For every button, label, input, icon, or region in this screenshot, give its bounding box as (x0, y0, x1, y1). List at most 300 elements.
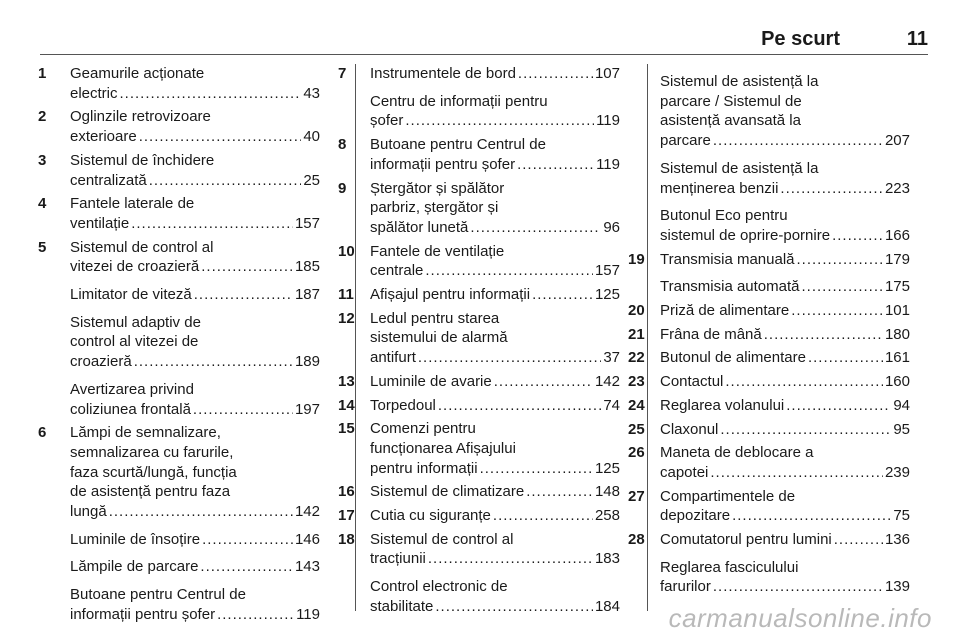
entry-text: Torpedoul (370, 396, 436, 414)
section-title: Pe scurt (761, 28, 840, 50)
entry-text: Ștergător și spălător (370, 179, 505, 197)
dot-leader (725, 372, 883, 392)
index-entry (338, 242, 620, 281)
entry-line (628, 530, 910, 550)
entry-page-link[interactable]: 157 (594, 262, 620, 280)
entry-line (338, 135, 620, 155)
dot-leader (418, 348, 601, 368)
entry-line (370, 459, 620, 479)
entry-number: 12 (338, 309, 355, 327)
dot-leader (526, 482, 593, 502)
entry-page-link[interactable]: 258 (594, 507, 620, 525)
index-entry (628, 487, 910, 526)
entry-text: Fantele de ventilație (370, 242, 505, 260)
entry-line (70, 380, 320, 400)
dot-leader (710, 463, 883, 483)
entry-page-link[interactable]: 75 (893, 507, 910, 525)
entry-text: Sistemul de control al (370, 530, 514, 548)
entry-line (628, 420, 910, 440)
entry-line (370, 549, 620, 569)
entry-line (370, 92, 620, 112)
entry-text: Lămpi de semnalizare, (70, 424, 221, 442)
entry-line (660, 577, 910, 597)
dot-leader (517, 155, 594, 175)
entry-line (70, 313, 320, 333)
entry-line (660, 92, 910, 112)
entry-text: Lămpile de parcare (70, 558, 199, 576)
entry-line (70, 502, 320, 522)
entry-text: Butoane pentru Centrul de (70, 586, 246, 604)
entry-line (70, 557, 320, 577)
entry-line (70, 257, 320, 277)
entry-page-link[interactable]: 239 (884, 463, 910, 481)
entry-line (38, 107, 320, 127)
entry-text: Claxonul (660, 420, 719, 438)
index-entry (338, 64, 620, 84)
entry-number: 3 (38, 151, 47, 169)
entry-text: Comutatorul pentru lumini (660, 531, 832, 549)
entry-page-link[interactable]: 183 (594, 550, 620, 568)
entry-line (338, 179, 620, 199)
dot-leader (720, 420, 891, 440)
dot-leader (428, 549, 593, 569)
entry-text: Limitator de viteză (70, 286, 192, 304)
entry-page-link[interactable]: 142 (294, 503, 320, 521)
entry-text: ventilație (70, 214, 130, 232)
entry-page-link[interactable]: 125 (594, 459, 620, 477)
dot-leader (764, 325, 883, 345)
entry-page-link[interactable]: 207 (884, 132, 910, 150)
entry-line (70, 352, 320, 372)
entry-number: 16 (338, 483, 355, 501)
entry-number: 5 (38, 238, 47, 256)
entry-line (628, 487, 910, 507)
index-entry (660, 72, 910, 151)
entry-line (628, 443, 910, 463)
entry-line (660, 558, 910, 578)
dot-leader (139, 127, 302, 147)
entry-text: Luminile de însoțire (70, 530, 201, 548)
dot-leader (200, 557, 293, 577)
dot-leader (834, 530, 883, 550)
entry-page-link[interactable]: 125 (594, 286, 620, 304)
index-entry (70, 557, 320, 577)
entry-line (370, 261, 620, 281)
entry-text: sistemul de oprire-pornire (660, 226, 831, 244)
entry-page-link[interactable]: 107 (594, 65, 620, 82)
entry-line (70, 585, 320, 605)
entry-line (660, 159, 910, 179)
entry-line (70, 605, 320, 625)
entry-page-link[interactable]: 189 (294, 353, 320, 371)
entry-text: Comenzi pentru (370, 420, 476, 438)
entry-number: 21 (628, 325, 645, 343)
entry-line (628, 325, 910, 345)
entry-number: 7 (338, 65, 347, 82)
entry-page-link[interactable]: 95 (893, 420, 910, 438)
entry-line (38, 64, 320, 84)
entry-line (70, 214, 320, 234)
entry-number: 26 (628, 444, 645, 462)
index-entry (338, 530, 620, 569)
entry-text: Sistemul de climatizare (370, 483, 525, 501)
entry-page-link[interactable]: 37 (603, 349, 620, 367)
index-entry (70, 380, 320, 419)
index-column-2 (338, 64, 620, 621)
entry-number: 10 (338, 242, 355, 260)
entry-line (660, 179, 910, 199)
entry-line (660, 226, 910, 246)
entry-text: sistemului de alarmă (370, 329, 508, 347)
entry-line (628, 396, 910, 416)
entry-text: Sistemul de închidere (70, 151, 215, 169)
entry-text: Butoane pentru Centrul de (370, 136, 546, 154)
entry-page-link[interactable]: 43 (303, 84, 320, 102)
index-entry (370, 577, 620, 616)
entry-text: farurilor (660, 578, 711, 596)
entry-page-link[interactable]: 74 (603, 396, 620, 414)
dot-leader (201, 257, 293, 277)
entry-page-link[interactable]: 40 (303, 128, 320, 146)
index-entry (38, 107, 320, 146)
entry-line (370, 439, 620, 459)
entry-text: Butonul de alimentare (660, 349, 806, 367)
entry-line (660, 72, 910, 92)
entry-text: Centru de informații pentru (370, 92, 548, 110)
entry-line (38, 151, 320, 171)
entry-line (628, 348, 910, 368)
index-entry (338, 179, 620, 238)
index-entry (628, 325, 910, 345)
dot-leader (470, 218, 601, 238)
entry-page-link[interactable]: 160 (884, 373, 910, 391)
entry-text: Ledul pentru starea (370, 309, 500, 327)
entry-line (70, 530, 320, 550)
entry-number: 17 (338, 507, 355, 525)
page-header (40, 28, 928, 52)
dot-leader (405, 111, 594, 131)
entry-text: Sistemul de control al (70, 238, 214, 256)
index-entry (70, 530, 320, 550)
entry-text: Reglarea volanului (660, 396, 785, 414)
entry-text: Fantele laterale de (70, 195, 195, 213)
watermark: carmanualsonline.info (668, 603, 932, 633)
dot-leader (713, 131, 883, 151)
dot-leader (202, 530, 293, 550)
entry-line (70, 171, 320, 191)
entry-line (38, 194, 320, 214)
index-entry (628, 250, 910, 270)
entry-number: 6 (38, 424, 47, 442)
entry-number: 23 (628, 373, 645, 391)
entry-text: Transmisia manuală (660, 250, 795, 268)
entry-text: Cutia cu siguranțe (370, 507, 491, 525)
index-entry (628, 372, 910, 392)
entry-text: Luminile de avarie (370, 372, 492, 390)
entry-text: Instrumentele de bord (370, 65, 516, 82)
entry-text: Oglinzile retrovizoare (70, 108, 211, 126)
entry-line (70, 400, 320, 420)
entry-text: electric (70, 84, 118, 102)
dot-leader (425, 261, 593, 281)
entry-number: 25 (628, 420, 645, 438)
entry-page-link[interactable]: 197 (294, 400, 320, 418)
index-entry (38, 194, 320, 233)
dot-leader (780, 179, 883, 199)
entry-text: tracțiunii (370, 550, 426, 568)
entry-page-link[interactable]: 185 (294, 258, 320, 276)
entry-text: Afișajul pentru informații (370, 286, 531, 304)
entry-line (338, 530, 620, 550)
entry-line (338, 506, 620, 526)
entry-text: Frâna de mână (660, 325, 762, 343)
entry-page-link[interactable]: 148 (594, 483, 620, 501)
index-entry (38, 64, 320, 103)
dot-leader (120, 84, 302, 104)
entry-page-link[interactable]: 119 (596, 112, 620, 130)
entry-text: menținerea benzii (660, 179, 779, 197)
dot-leader (193, 400, 293, 420)
entry-line (660, 506, 910, 526)
entry-text: Butonul Eco pentru (660, 207, 788, 225)
entry-page-link[interactable]: 143 (294, 558, 320, 576)
entry-line (338, 372, 620, 392)
entry-page-link[interactable]: 25 (303, 171, 320, 189)
index-entry (628, 420, 910, 440)
dot-leader (480, 459, 593, 479)
entry-line (338, 482, 620, 502)
dot-leader (713, 577, 883, 597)
entry-line (370, 597, 620, 617)
entry-line (660, 277, 910, 297)
entry-page-link[interactable]: 184 (594, 597, 620, 615)
entry-number: 11 (338, 286, 354, 304)
index-entry (70, 313, 320, 372)
dot-leader (518, 64, 593, 84)
entry-page-link[interactable]: 139 (884, 578, 910, 596)
entry-line (370, 348, 620, 368)
entry-text: croazieră (70, 353, 132, 371)
entry-number: 1 (38, 65, 47, 82)
entry-line (38, 423, 320, 443)
dot-leader (832, 226, 883, 246)
entry-line (70, 332, 320, 352)
entry-text: Reglarea fasciculului (660, 558, 799, 576)
entry-text: informații pentru șofer (70, 605, 216, 623)
entry-line (370, 111, 620, 131)
entry-text: Maneta de deblocare a (660, 444, 814, 462)
entry-text: parcare (660, 132, 711, 150)
entry-line (628, 250, 910, 270)
dot-leader (438, 396, 601, 416)
entry-number: 14 (338, 396, 355, 414)
entry-page-link[interactable]: 161 (884, 349, 910, 367)
entry-line (628, 372, 910, 392)
entry-number: 28 (628, 531, 645, 549)
entry-line (338, 396, 620, 416)
entry-number: 15 (338, 420, 355, 438)
entry-line (370, 328, 620, 348)
entry-line (70, 285, 320, 305)
entry-line (38, 238, 320, 258)
entry-number: 20 (628, 302, 645, 320)
entry-page-link[interactable]: 180 (884, 325, 910, 343)
entry-line (70, 443, 320, 463)
entry-text: faza scurtă/lungă, funcția (70, 463, 237, 481)
dot-leader (109, 502, 293, 522)
entry-line (338, 64, 620, 84)
entry-text: Sistemul adaptiv de (70, 313, 201, 331)
entry-page-link[interactable]: 136 (884, 531, 910, 549)
entry-text: Control electronic de (370, 578, 508, 596)
entry-line (338, 309, 620, 329)
entry-line (70, 463, 320, 483)
entry-text: șofer (370, 112, 404, 130)
index-column-3 (628, 64, 910, 601)
entry-text: parbriz, ștergător și (370, 199, 499, 217)
entry-line (338, 285, 620, 305)
entry-number: 13 (338, 372, 355, 390)
dot-leader (217, 605, 294, 625)
entry-number: 9 (338, 179, 347, 197)
entry-page-link[interactable]: 175 (884, 278, 910, 296)
index-entry (338, 396, 620, 416)
entry-text: control al vitezei de (70, 333, 199, 351)
entry-number: 4 (38, 195, 47, 213)
index-entry (338, 135, 620, 174)
entry-page-link[interactable]: 119 (596, 155, 620, 173)
index-entry (38, 238, 320, 277)
index-entry (628, 348, 910, 368)
entry-text: stabilitate (370, 597, 434, 615)
index-entry (338, 419, 620, 478)
entry-text: Contactul (660, 373, 724, 391)
index-entry (338, 506, 620, 526)
entry-text: parcare / Sistemul de (660, 92, 802, 110)
dot-leader (435, 597, 593, 617)
index-entry (660, 277, 910, 297)
entry-line (370, 198, 620, 218)
dot-leader (791, 301, 883, 321)
index-entry (38, 151, 320, 190)
entry-line (370, 577, 620, 597)
entry-text: Priză de alimentare (660, 302, 790, 320)
dot-leader (797, 250, 883, 270)
index-entry (338, 482, 620, 502)
page-number: 11 (906, 28, 928, 50)
entry-text: Transmisia automată (660, 278, 800, 296)
entry-page-link[interactable]: 142 (594, 372, 620, 390)
entry-text: pentru informații (370, 459, 478, 477)
entry-line (338, 419, 620, 439)
entry-text: spălător lunetă (370, 218, 469, 236)
index-entry (628, 301, 910, 321)
entry-number: 8 (338, 136, 347, 154)
entry-number: 22 (628, 349, 645, 367)
entry-line (70, 482, 320, 502)
index-entry (38, 423, 320, 522)
entry-line (70, 84, 320, 104)
entry-line (628, 301, 910, 321)
entry-number: 19 (628, 250, 645, 268)
index-entry (660, 159, 910, 198)
entry-page-link[interactable]: 94 (893, 396, 910, 414)
entry-line (370, 155, 620, 175)
index-entry (628, 530, 910, 550)
entry-page-link[interactable]: 119 (296, 605, 320, 623)
entry-text: de asistență pentru faza (70, 483, 231, 501)
entry-line (660, 206, 910, 226)
dot-leader (732, 506, 891, 526)
index-entry (338, 309, 620, 368)
entry-text: asistență avansată la (660, 112, 801, 130)
index-entry (70, 285, 320, 305)
index-entry (70, 585, 320, 624)
index-entry (628, 396, 910, 416)
entry-line (660, 131, 910, 151)
index-entry (628, 443, 910, 482)
dot-leader (149, 171, 302, 191)
entry-page-link[interactable]: 187 (294, 286, 320, 304)
entry-line (370, 218, 620, 238)
index-entry (660, 206, 910, 245)
entry-text: informații pentru șofer (370, 155, 516, 173)
entry-text: Geamurile acționate (70, 65, 205, 82)
index-column-1 (38, 64, 320, 629)
entry-text: depozitare (660, 507, 731, 525)
entry-text: antifurt (370, 349, 416, 367)
dot-leader (802, 277, 883, 297)
dot-leader (532, 285, 593, 305)
entry-page-link[interactable]: 101 (884, 302, 910, 320)
entry-number: 24 (628, 396, 645, 414)
entry-text: coliziunea frontală (70, 400, 191, 418)
entry-number: 2 (38, 108, 47, 126)
entry-page-link[interactable]: 146 (294, 530, 320, 548)
entry-text: Sistemul de asistență la (660, 159, 819, 177)
index-entry (370, 92, 620, 131)
dot-leader (493, 506, 593, 526)
entry-page-link[interactable]: 96 (603, 218, 620, 236)
entry-number: 18 (338, 530, 355, 548)
dot-leader (786, 396, 891, 416)
entry-page-link[interactable]: 157 (294, 214, 320, 232)
dot-leader (134, 352, 293, 372)
entry-text: exterioare (70, 128, 137, 146)
entry-text: capotei (660, 463, 709, 481)
index-entry (338, 285, 620, 305)
entry-text: centrale (370, 262, 424, 280)
entry-page-link[interactable]: 179 (884, 250, 910, 268)
entry-text: Sistemul de asistență la (660, 73, 819, 90)
entry-text: Compartimentele de (660, 487, 796, 505)
entry-page-link[interactable]: 223 (884, 179, 910, 197)
entry-page-link[interactable]: 166 (884, 226, 910, 244)
entry-number: 27 (628, 487, 645, 505)
entry-text: semnalizarea cu farurile, (70, 443, 234, 461)
dot-leader (494, 372, 593, 392)
entry-line (70, 127, 320, 147)
entry-line (660, 111, 910, 131)
entry-text: Avertizarea privind (70, 380, 194, 398)
entry-line (338, 242, 620, 262)
dot-leader (808, 348, 883, 368)
dot-leader (131, 214, 293, 234)
header-rule (40, 54, 928, 55)
index-entry (338, 372, 620, 392)
entry-text: centralizată (70, 171, 147, 189)
entry-text: vitezei de croazieră (70, 258, 200, 276)
